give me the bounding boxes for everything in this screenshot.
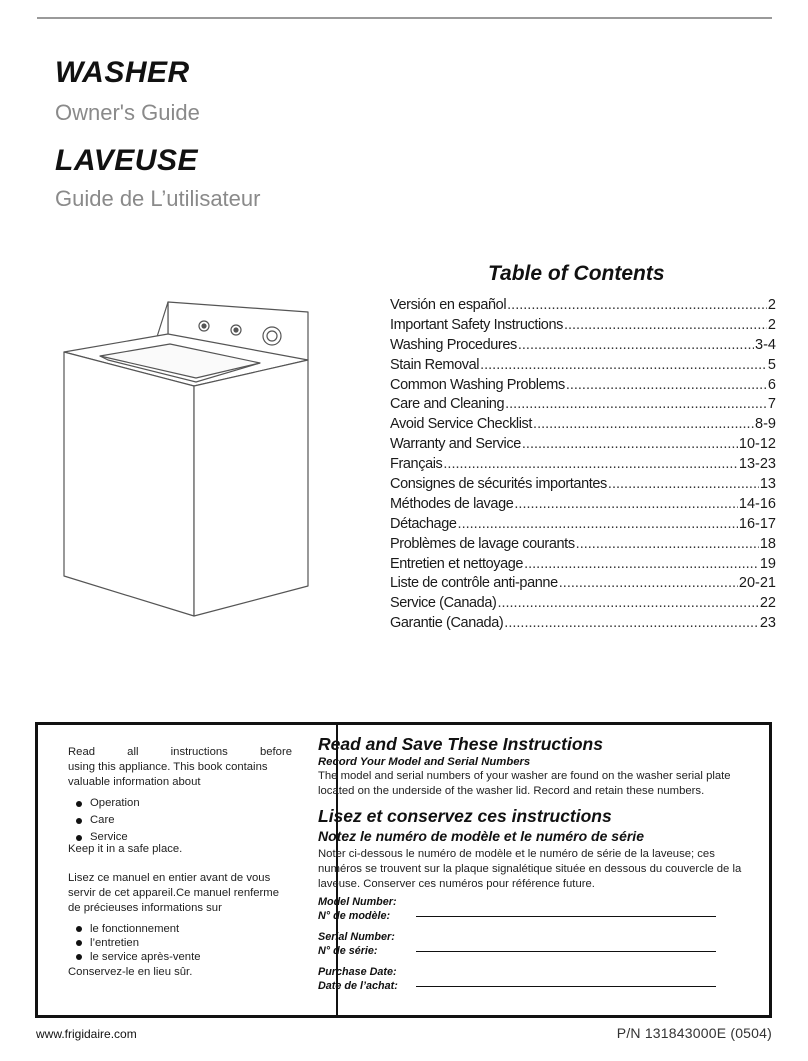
subheading-notez-numero: Notez le numéro de modèle et le numéro de série bbox=[318, 828, 644, 844]
field-label-en: Purchase Date: bbox=[318, 966, 397, 978]
toc-item-page: 7 bbox=[767, 396, 776, 413]
toc-item-page: 14-16 bbox=[738, 495, 776, 512]
toc-leader bbox=[480, 357, 767, 373]
instructions-box bbox=[35, 722, 772, 1018]
toc-item bbox=[390, 556, 776, 576]
toc-item-page: 2 bbox=[767, 316, 776, 333]
toc-item-page: 22 bbox=[759, 595, 776, 612]
toc-leader bbox=[458, 516, 738, 532]
list-item: l’entretien bbox=[76, 936, 292, 950]
list-item: le service après-vente bbox=[76, 950, 292, 964]
field-label-en: Serial Number: bbox=[318, 931, 395, 943]
toc-item-page: 3-4 bbox=[755, 336, 776, 353]
toc-item-label: Détachage bbox=[390, 515, 457, 532]
intro-en-line1: Read all instructions before bbox=[68, 746, 292, 758]
toc-item bbox=[390, 615, 776, 635]
toc-leader bbox=[608, 476, 759, 492]
intro-fr: Lisez ce manuel en entier avant de vous servir de cet appareil.Ce manuel renferme de précieuses informations sur bbox=[68, 872, 279, 914]
toc-leader bbox=[559, 575, 738, 591]
toc-item-label: Garantie (Canada) bbox=[390, 615, 504, 632]
toc-leader bbox=[514, 496, 738, 512]
toc-item bbox=[390, 357, 776, 377]
list-item: le fonctionnement bbox=[76, 922, 292, 936]
toc-item-label: Service (Canada) bbox=[390, 595, 497, 612]
toc-item-label: Avoid Service Checklist bbox=[390, 416, 533, 433]
subheading-record-numbers: Record Your Model and Serial Numbers bbox=[318, 756, 531, 768]
toc-item bbox=[390, 516, 776, 536]
heading-read-save: Read and Save These Instructions bbox=[318, 734, 603, 754]
toc-leader bbox=[507, 297, 767, 313]
toc-item-page: 10-12 bbox=[738, 436, 776, 453]
keep-safe-fr: Conservez-le en lieu sûr. bbox=[68, 965, 193, 978]
toc-item-label: Important Safety Instructions bbox=[390, 316, 563, 333]
toc-item-label: Problèmes de lavage courants bbox=[390, 535, 575, 552]
title-washer: WASHER bbox=[55, 56, 190, 89]
toc-leader bbox=[497, 595, 758, 611]
toc-item bbox=[390, 575, 776, 595]
toc-leader bbox=[566, 377, 767, 393]
washer-illustration bbox=[52, 290, 312, 620]
toc-item-page: 2 bbox=[767, 297, 776, 313]
toc-item-page: 6 bbox=[767, 376, 776, 393]
bullet-list-en bbox=[68, 795, 292, 846]
subtitle-guide-utilisateur: Guide de L’utilisateur bbox=[55, 186, 261, 211]
toc-item-label: Versión en español bbox=[390, 297, 507, 313]
toc-leader bbox=[518, 337, 754, 353]
title-laveuse: LAVEUSE bbox=[55, 144, 198, 177]
toc-item bbox=[390, 297, 776, 317]
toc-item-page: 19 bbox=[759, 555, 776, 572]
field-label-fr: Date de l’achat: bbox=[318, 980, 398, 992]
keep-safe-en: Keep it in a safe place. bbox=[68, 843, 183, 856]
toc-item bbox=[390, 496, 776, 516]
toc-item bbox=[390, 476, 776, 496]
toc-item-label: Consignes de sécurités importantes bbox=[390, 476, 607, 493]
toc-item-page: 23 bbox=[759, 615, 776, 632]
field-label-en: Model Number: bbox=[318, 896, 397, 908]
read-instructions-panel bbox=[68, 745, 292, 980]
model-number-field[interactable] bbox=[318, 895, 758, 927]
toc-item-page: 13-23 bbox=[738, 456, 776, 473]
toc-item-page: 13 bbox=[759, 476, 776, 493]
toc-item-page: 16-17 bbox=[738, 515, 776, 532]
toc-leader bbox=[533, 416, 754, 432]
toc-leader bbox=[524, 556, 759, 572]
toc-item-label: Stain Removal bbox=[390, 356, 480, 373]
purchase-date-field[interactable] bbox=[318, 965, 758, 997]
toc-item-label: Common Washing Problems bbox=[390, 376, 565, 393]
toc-item-page: 5 bbox=[767, 356, 776, 373]
list-item: Care bbox=[76, 812, 292, 829]
toc-leader bbox=[443, 456, 738, 472]
heading-lisez-conservez: Lisez et conservez ces instructions bbox=[318, 806, 612, 826]
paragraph-fr: Noter ci-dessous le numéro de modèle et le numéro de série de la laveuse; ces numéros se trouvent sur la plaque signalétique située en dessous du couvercle de la laveuse. Conserver ces numéros pour référence future. bbox=[318, 848, 742, 890]
subtitle-owners-guide: Owner's Guide bbox=[55, 100, 200, 125]
toc-item-label: Entretien et nettoyage bbox=[390, 555, 524, 572]
toc-item-label: Care and Cleaning bbox=[390, 396, 505, 413]
serial-number-field[interactable] bbox=[318, 930, 758, 962]
toc-leader bbox=[564, 317, 767, 333]
intro-en-rest: using this appliance. This book contains valuable information about bbox=[68, 760, 268, 788]
write-line[interactable] bbox=[416, 986, 716, 987]
toc-leader bbox=[504, 615, 759, 631]
toc-item bbox=[390, 595, 776, 615]
toc-item-label: Warranty and Service bbox=[390, 436, 521, 453]
toc-item-label: Liste de contrôle anti-panne bbox=[390, 575, 558, 592]
toc-item bbox=[390, 456, 776, 476]
list-item: Operation bbox=[76, 795, 292, 812]
toc-item-label: Français bbox=[390, 456, 443, 473]
toc-item-page: 20-21 bbox=[738, 575, 776, 592]
part-number: P/N 131843000E (0504) bbox=[616, 1025, 772, 1041]
toc-item bbox=[390, 317, 776, 337]
toc-item bbox=[390, 337, 776, 357]
record-numbers-panel bbox=[318, 733, 758, 997]
table-of-contents bbox=[390, 297, 776, 635]
toc-leader bbox=[505, 396, 767, 412]
paragraph-en: The model and serial numbers of your washer are found on the washer serial plate located on the underside of the washer lid. Record and retain these numbers. bbox=[318, 770, 731, 797]
field-label-fr: N° de modèle: bbox=[318, 910, 391, 922]
toc-item bbox=[390, 416, 776, 436]
toc-item-label: Méthodes de lavage bbox=[390, 495, 514, 512]
toc-item bbox=[390, 396, 776, 416]
toc-item bbox=[390, 377, 776, 397]
toc-leader bbox=[522, 436, 738, 452]
field-label-fr: N° de série: bbox=[318, 945, 378, 957]
top-rule bbox=[37, 17, 772, 19]
toc-leader bbox=[576, 536, 759, 552]
toc-item-page: 18 bbox=[759, 535, 776, 552]
toc-item-label: Washing Procedures bbox=[390, 336, 517, 353]
website-link[interactable]: www.frigidaire.com bbox=[36, 1027, 137, 1041]
list-item: Service bbox=[76, 829, 292, 846]
toc-title: Table of Contents bbox=[488, 262, 665, 285]
toc-item-page: 8-9 bbox=[755, 416, 776, 433]
write-line[interactable] bbox=[416, 916, 716, 917]
bullet-list-fr bbox=[68, 922, 292, 965]
write-line[interactable] bbox=[416, 951, 716, 952]
toc-item bbox=[390, 536, 776, 556]
toc-item bbox=[390, 436, 776, 456]
